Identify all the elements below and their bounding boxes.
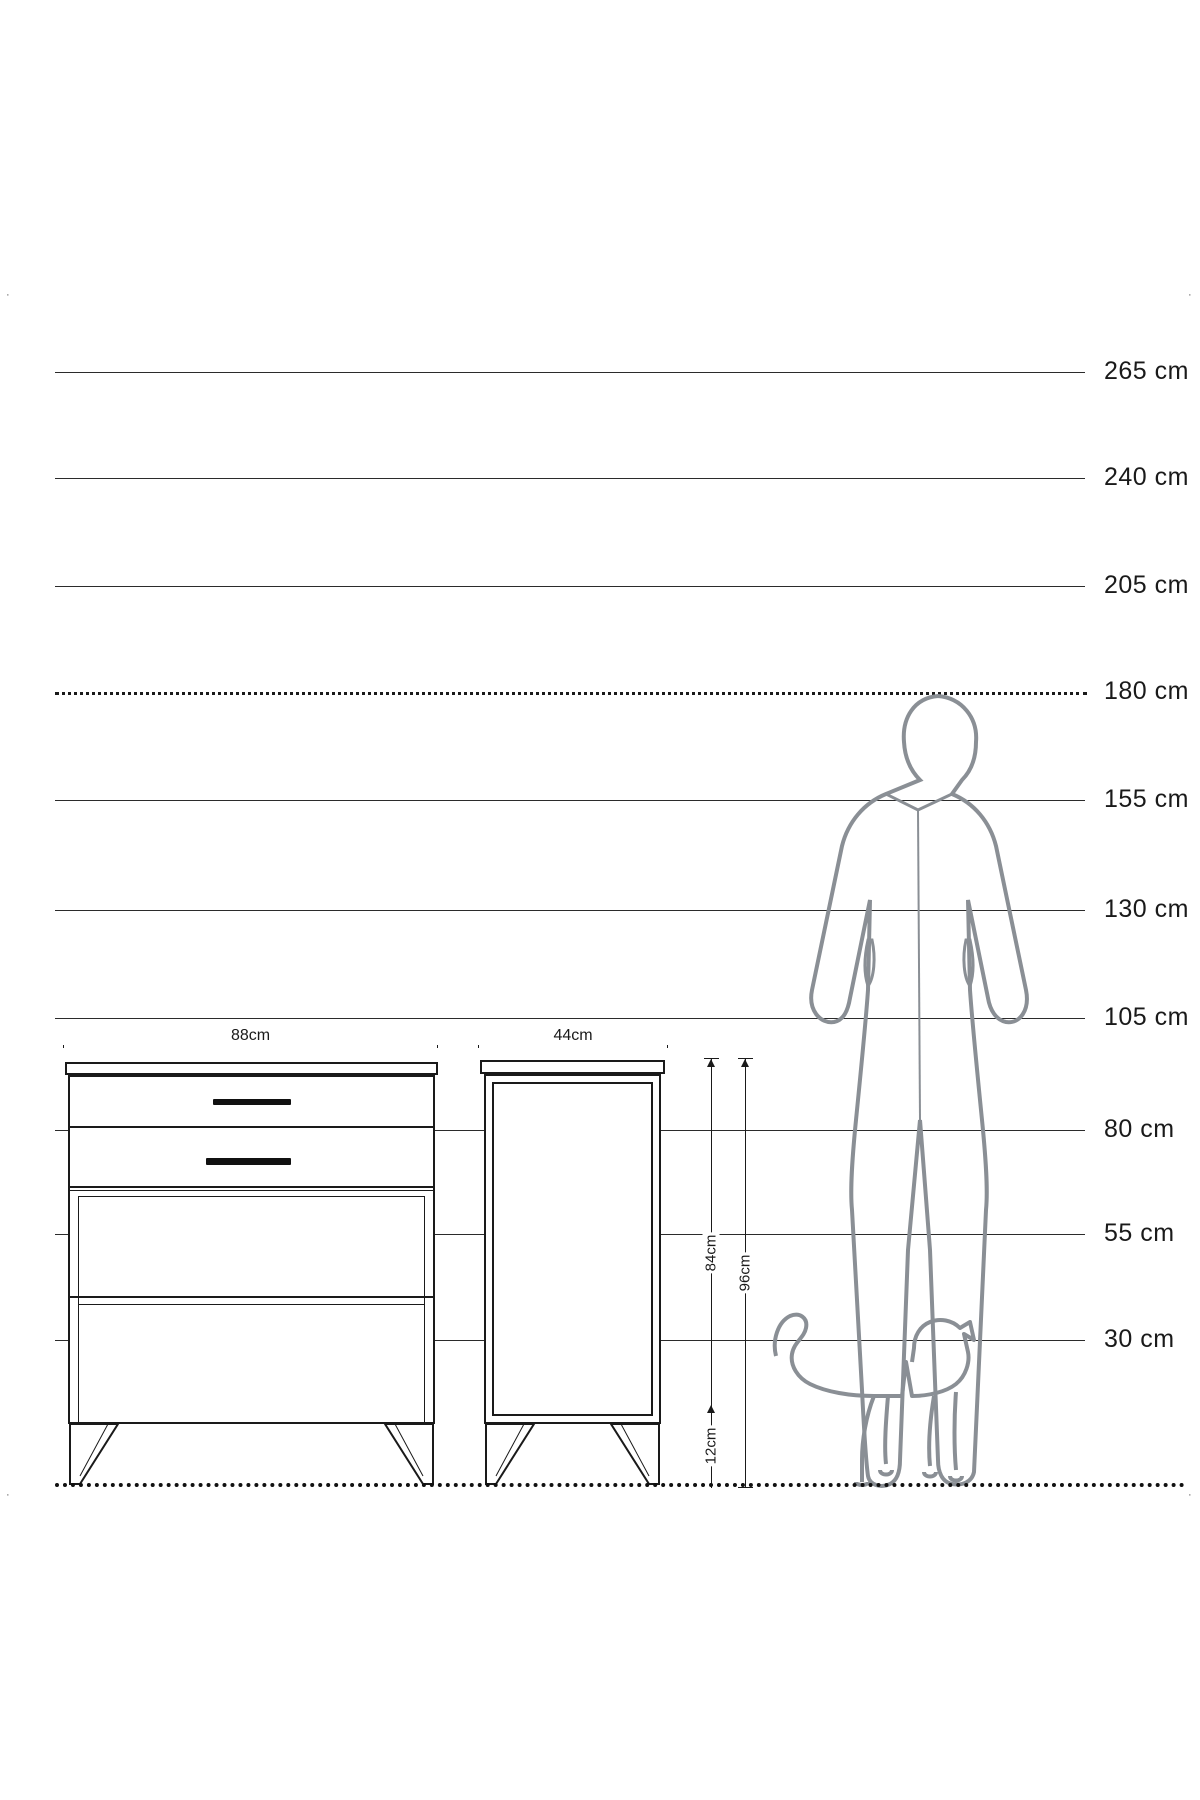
height-dimension-12 <box>702 1404 720 1488</box>
cabinet-top-panel <box>480 1060 665 1074</box>
dresser-drawer1-divider <box>68 1126 435 1128</box>
dresser-shelf2-inner-edge <box>78 1304 425 1305</box>
height-dimension-96 <box>736 1058 754 1488</box>
scale-row-265 <box>0 357 1200 385</box>
scale-row-205 <box>0 571 1200 599</box>
dresser-shelf-inner-edge <box>78 1196 425 1197</box>
height-dimension-label-84: 84cm <box>702 1234 720 1272</box>
scale-line-265 <box>55 372 1085 373</box>
dresser-inner-right-edge-2 <box>424 1304 425 1422</box>
scale-label-80: 80 cm <box>1104 1115 1175 1143</box>
dimension-arrow-up-icon <box>707 1405 715 1413</box>
dresser-inner-right-edge <box>424 1196 425 1304</box>
height-dimension-84 <box>702 1058 720 1448</box>
dimension-arrow-up-icon <box>741 1059 749 1067</box>
scale-label-180: 180 cm <box>1104 677 1189 705</box>
dimension-cap-bottom <box>738 1487 753 1488</box>
dresser-drawer1-handle[interactable] <box>213 1099 291 1105</box>
scale-label-240: 240 cm <box>1104 463 1189 491</box>
dresser-inner-left-edge-2 <box>78 1304 79 1422</box>
scale-label-265: 265 cm <box>1104 357 1189 385</box>
width-dimension-dresser <box>63 1027 438 1049</box>
dresser-drawer2-handle[interactable] <box>206 1158 291 1165</box>
corner-tick-bottom-right: · <box>1188 1489 1192 1501</box>
scale-label-205: 205 cm <box>1104 571 1189 599</box>
corner-tick-bottom-left: · <box>6 1489 10 1501</box>
width-dimension-label-88: 88cm <box>63 1027 438 1045</box>
dresser-shelf-divider <box>68 1296 435 1298</box>
scale-line-205 <box>55 586 1085 587</box>
floor-line <box>55 1483 1185 1487</box>
scale-label-55: 55 cm <box>1104 1219 1175 1247</box>
height-dimension-label-96: 96cm <box>736 1254 754 1292</box>
scale-label-155: 155 cm <box>1104 785 1189 813</box>
dresser-shelf-top-edge <box>68 1190 435 1191</box>
cat-figure-silhouette <box>770 1300 980 1490</box>
dimension-arrow-up-icon <box>707 1059 715 1067</box>
corner-tick-top-right: · <box>1188 289 1192 301</box>
height-dimension-label-12: 12cm <box>702 1427 720 1465</box>
dresser-top-panel <box>65 1062 438 1075</box>
scale-line-240 <box>55 478 1085 479</box>
width-dimension-label-44: 44cm <box>478 1027 668 1045</box>
cabinet-door[interactable] <box>492 1082 653 1416</box>
width-dimension-cabinet <box>478 1027 668 1049</box>
dresser-inner-left-edge <box>78 1196 79 1304</box>
dresser-drawer2-divider <box>68 1186 435 1188</box>
corner-tick-top-left: · <box>6 289 10 301</box>
scale-row-240 <box>0 463 1200 491</box>
scale-label-130: 130 cm <box>1104 895 1189 923</box>
scale-label-30: 30 cm <box>1104 1325 1175 1353</box>
scale-label-105: 105 cm <box>1104 1003 1189 1031</box>
